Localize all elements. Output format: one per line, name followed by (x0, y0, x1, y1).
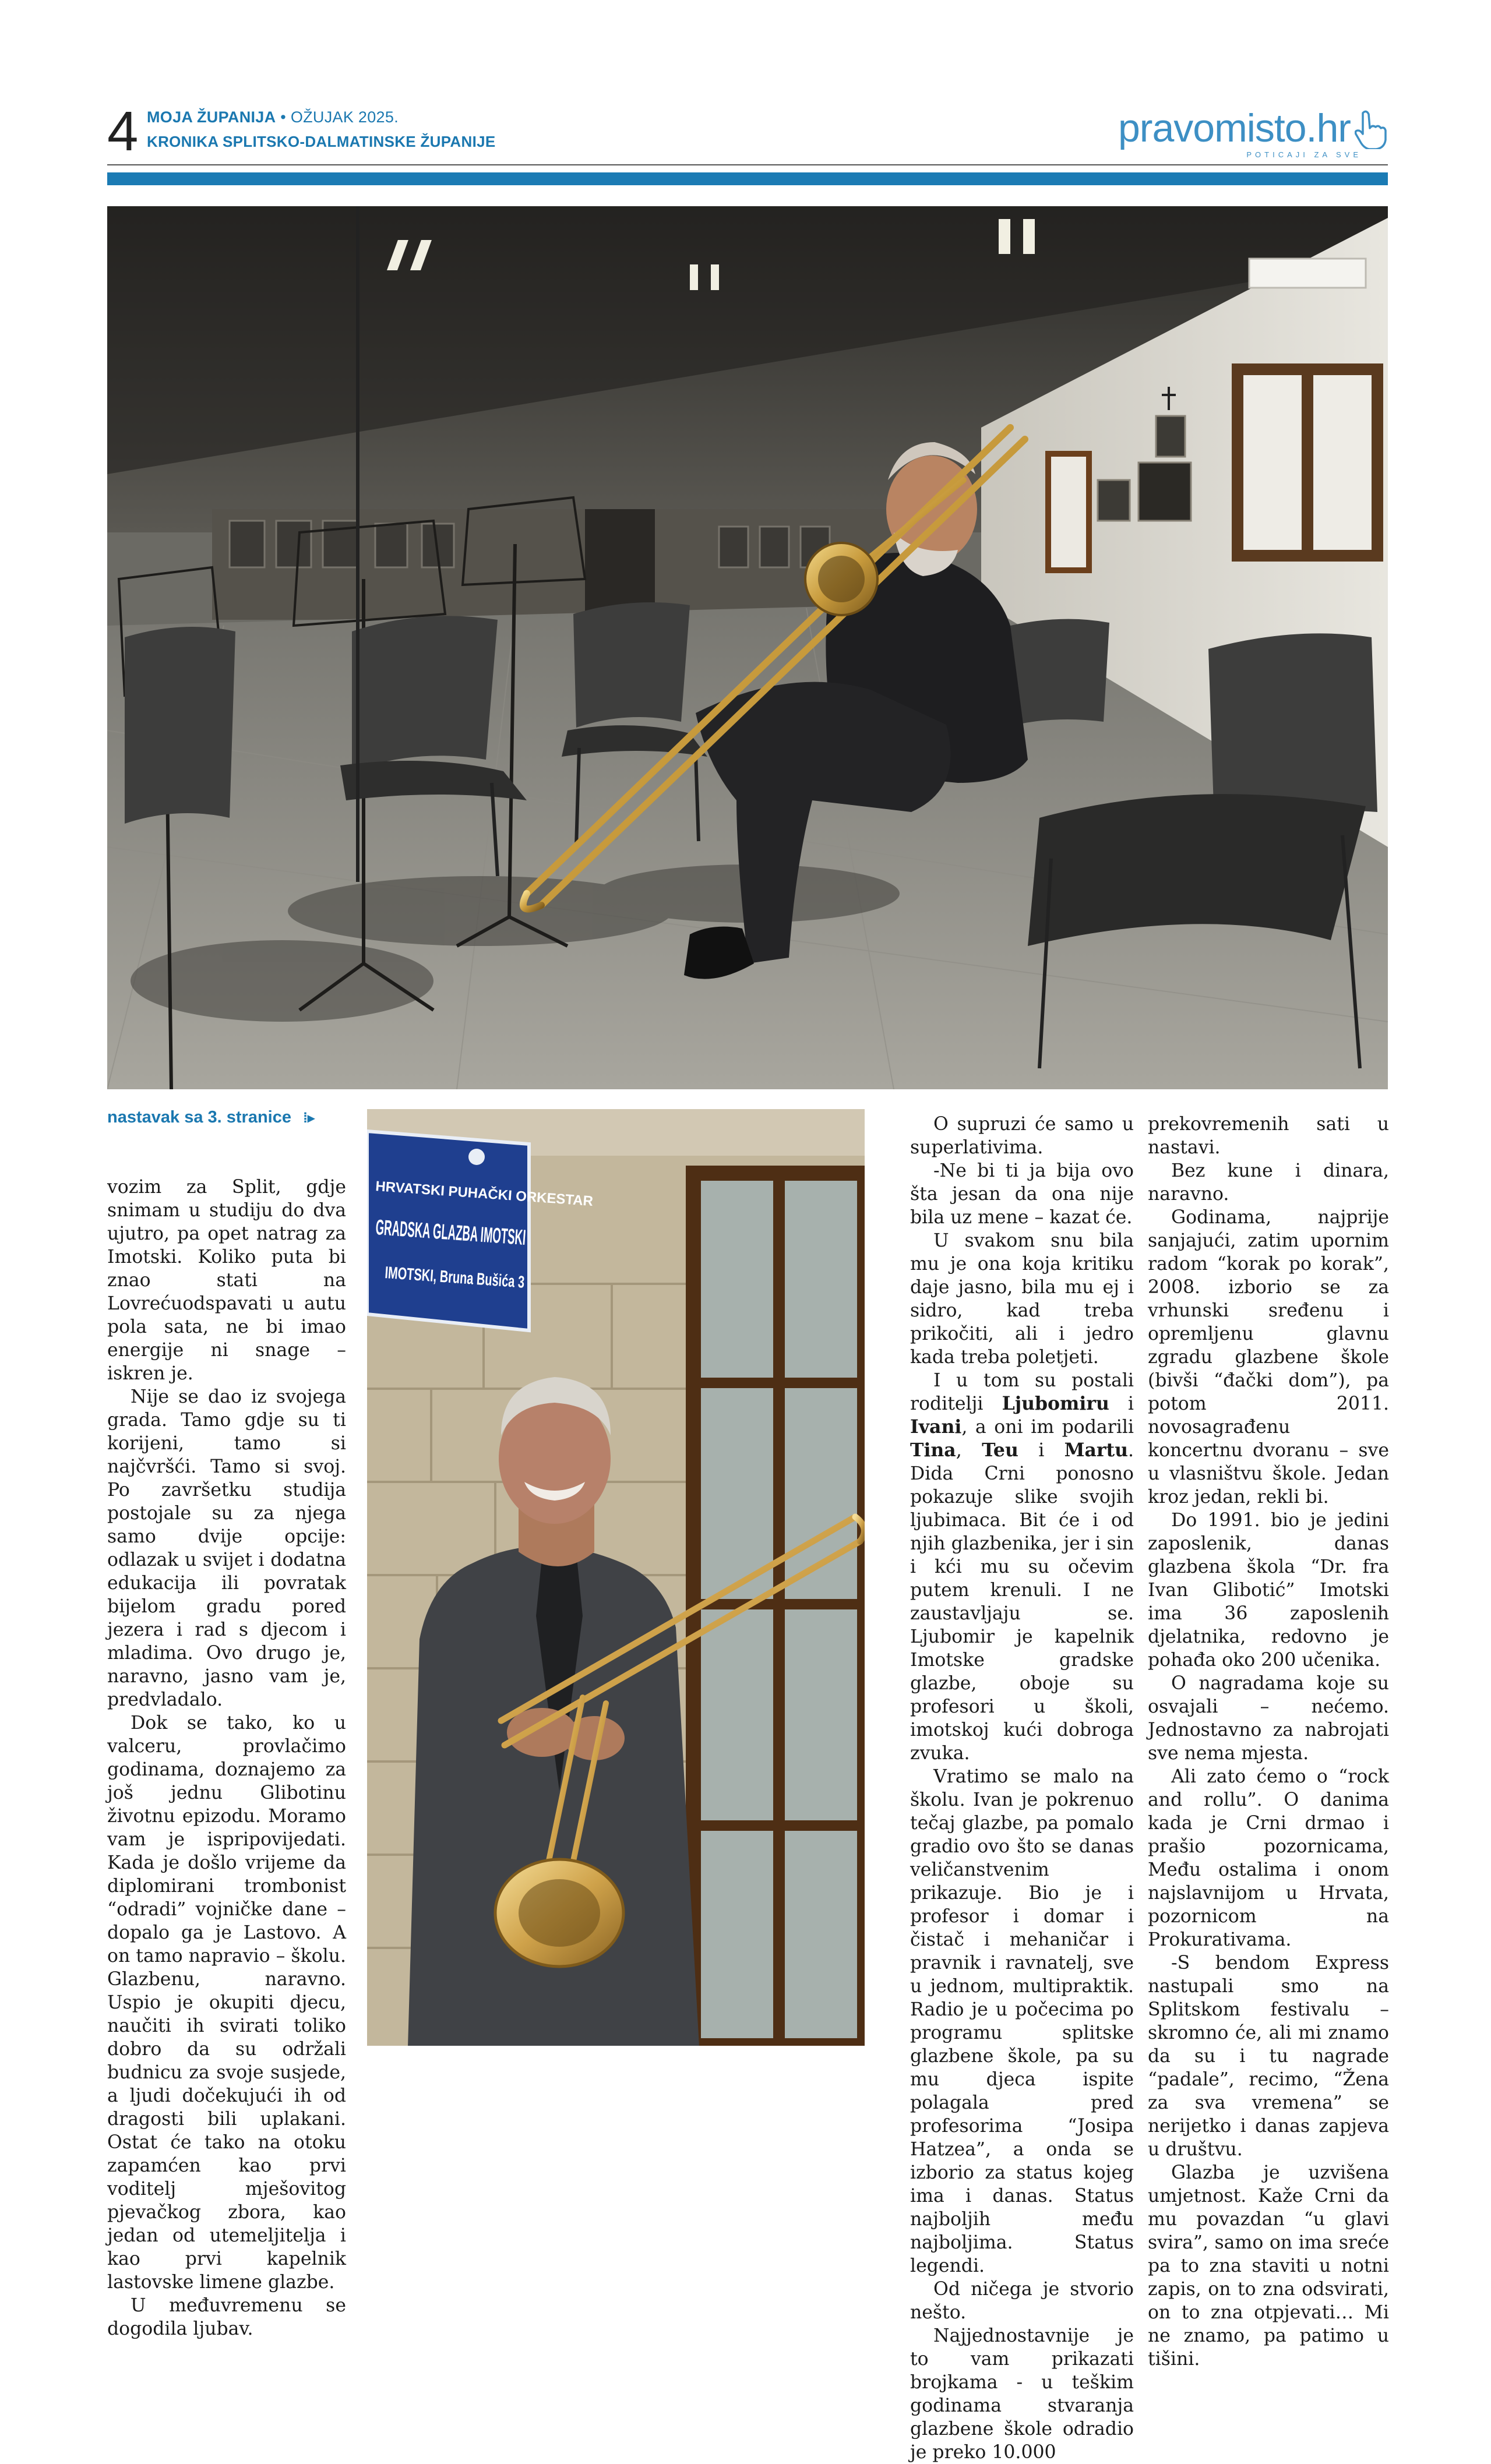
paragraph: Godinama, najprije sanjajući, zatim upornim radom “korak po korak”, 2008. izborio se za vrhunski sređenu i opremljenu glavnu zgradu glazbene škole (bivši “đački dom”), pa potom 2011. novosagrađenu koncertnu dvoranu – sve u vlasništvu škole. Jedan kroz jedan, rekli bi. (1148, 1207, 1389, 1508)
page-number: 4 (107, 100, 139, 163)
name-tin: Tina (910, 1439, 956, 1461)
logo-wordmark: pravomisto.hr (1118, 106, 1351, 150)
paragraph: O nagradama koje su osvajali – nećemo. Jednostavno za nabrojati sve nema mjesta. (1148, 1673, 1389, 1764)
section-name: MOJA ŽUPANIJA (147, 108, 276, 126)
paragraph: Od ničega je stvorio nešto. (910, 2279, 1134, 2323)
paragraph: U svakom snu bila mu je ona koja kritiku daje jasno, bila mu ej i sidro, kad treba prikočiti, ali i jedro kada treba poletjeti. (910, 1230, 1134, 1368)
paragraph: Najjednostavnije je to vam prikazati brojkama - u teškim godinama stvaranja glazbene škole odradio je preko 10.000 (910, 2325, 1134, 2463)
article-column-4 (1148, 1113, 1389, 2371)
paragraph (910, 1369, 1134, 1765)
name-tea: Teu (982, 1439, 1018, 1461)
paragraph: Bez kune i dinara, naravno. (1148, 1160, 1389, 1205)
sign-line-address: IMOTSKI, Bruna Bušića 3 (384, 1263, 588, 1297)
article-column-1 (107, 1175, 346, 2341)
text-run: i (1018, 1440, 1065, 1461)
publication-logo (1118, 108, 1388, 159)
continued-label: nastavak sa 3. stranice (107, 1108, 291, 1127)
text-run: i (1109, 1393, 1134, 1414)
paragraph: Vratimo se malo na školu. Ivan je pokrenuo tečaj glazbe, pa pomalo gradio ovo što se danas veličanstvenim prikazuje. Bio je i profesor i domar i čistač i mehaničar i pravnik i ravnatelj, sve u jednom, multipraktik. Radio je u počecima po programu splitske glazbene škole, pa su mu djeca ispite polagala pred profesorima “Josipa Hatzea”, a onda se izborio za status kojeg ima i danas. Status najboljih među najboljima. Status legendi. (910, 1766, 1134, 2276)
article-column-3 (910, 1113, 1134, 2464)
header-accent-bar (107, 172, 1388, 185)
pointing-hand-icon (1355, 108, 1388, 149)
header-divider (107, 164, 1388, 165)
name-marta: Martu (1064, 1439, 1128, 1461)
paragraph: U međuvremenu se dogodila ljubav. (107, 2295, 346, 2339)
continued-from-page-3 (107, 1108, 315, 1127)
paragraph: -S bendom Express nastupali smo na Splitskom festivalu – skromno će, ali mi znamo da su i tu nagrade “padale”, recimo, “Žena za sva vremena” se nerijetko i danas zapjeva u društvu. (1148, 1953, 1389, 2160)
logo-tagline: POTICAJI ZA SVE (1246, 150, 1362, 159)
paragraph: Nije se dao iz svojega grada. Tamo gdje su ti korijeni, tamo si najčvršći. Tamo si svoj. Po završetku studija postojale su za njega samo dvije opcije: odlazak u svijet i dodatna edukacija ili povratak bijelom gradu pored jezera i rad s djecom i mladima. Ovo drugo je, naravno, jasno vam je, predvladalo. (107, 1386, 346, 1710)
name-ljubomir: Ljubomiru (1002, 1393, 1109, 1414)
portrait-photo-with-trombone-at-music-school (367, 1109, 865, 2046)
text-run: . Dida Crni ponosno pokazuje slike svojih ljubimaca. Bit će i od njih glazbenika, jer i sin i kći mu su očevim putem krenuli. I ne zaustavljaju se. Ljubomir je kapelnik Imotske gradske glazbe, oboje su profesori u školi, imotskoj kući dobroga zvuka. (910, 1440, 1134, 1764)
paragraph: Ali zato ćemo o “rock and rollu”. O danima kada je Crni drmao i prašio pozornicama, Među ostalima i onom najslavnijom u Hrvata, pozornicom na Prokurativama. (1148, 1766, 1389, 1950)
continued-arrow-icon: ⁞▸ (303, 1110, 315, 1126)
paragraph: -Ne bi ti ja bija ovo šta jesan da ona nije bila uz mene – kazat će. (910, 1160, 1134, 1228)
paragraph: Glazba je uzvišena umjetnost. Kaže Crni da mu povazdan “u glavi svira”, samo on ima sreće pa to zna staviti u notni zapis, on to zna odsvirati, on to zna otpjevati… Mi ne znamo, pa patimo u tišini. (1148, 2162, 1389, 2370)
dateline-separator: • (280, 108, 286, 126)
name-ivana: Ivani (910, 1416, 962, 1438)
paragraph: O supruzi će samo u superlativima. (910, 1114, 1134, 1158)
sign-line-orchestra: HRVATSKI PUHAČKI ORKESTAR (375, 1178, 594, 1210)
section-subtitle: KRONIKA SPLITSKO-DALMATINSKE ŽUPANIJE (147, 133, 496, 150)
text-run: , (956, 1440, 982, 1461)
sign-line-band-name: GRADSKA GLAZBA IMOTSKI (375, 1215, 675, 1260)
paragraph: Dok se tako, ko u valceru, provlačimo godinama, doznajemo za još jednu Glibotinu životnu epizodu. Moramo vam je ispripovijedati. Kada je došlo vrijeme da diplomirani trombonist “odradi” vojničke dane – dopalo ga je Lastovo. A on tamo napravio – školu. Glazbenu, naravno. Uspio je okupiti djecu, naučiti ih svirati toliko dobro da su održali budnicu za svoje susjede, a ljudi dočekujući ih od dragosti bili uplakani. Ostat će tako na otoku zapamćen kao prvi voditelj mješovitog pjevačkog zbora, kao jedan od utemeljitelja i kao prvi kapelnik lastovske limene glazbe. (107, 1713, 346, 2293)
paragraph: vozim za Split, gdje snimam u studiju do dva ujutro, pa opet natrag za Imotski. Koliko puta bi znao stati na Lovrećuodspavati u autu pola sata, ne bi imao energije ni snage – iskren je. (107, 1177, 346, 1384)
paragraph: prekovremenih sati u nastavi. (1148, 1114, 1389, 1158)
issue-date: OŽUJAK 2025. (290, 108, 399, 126)
text-run: I u tom su postali roditelji (910, 1370, 1134, 1414)
main-photo-trombonist-rehearsal-hall (107, 206, 1388, 1089)
section-dateline (147, 108, 399, 126)
text-run: , a oni im podarili (961, 1417, 1134, 1438)
paragraph: Do 1991. bio je jedini zaposlenik, danas glazbena škola “Dr. fra Ivan Glibotić” Imotski ima 36 zaposlenih djelatnika, redovno je pohađa oko 200 učenika. (1148, 1510, 1389, 1671)
